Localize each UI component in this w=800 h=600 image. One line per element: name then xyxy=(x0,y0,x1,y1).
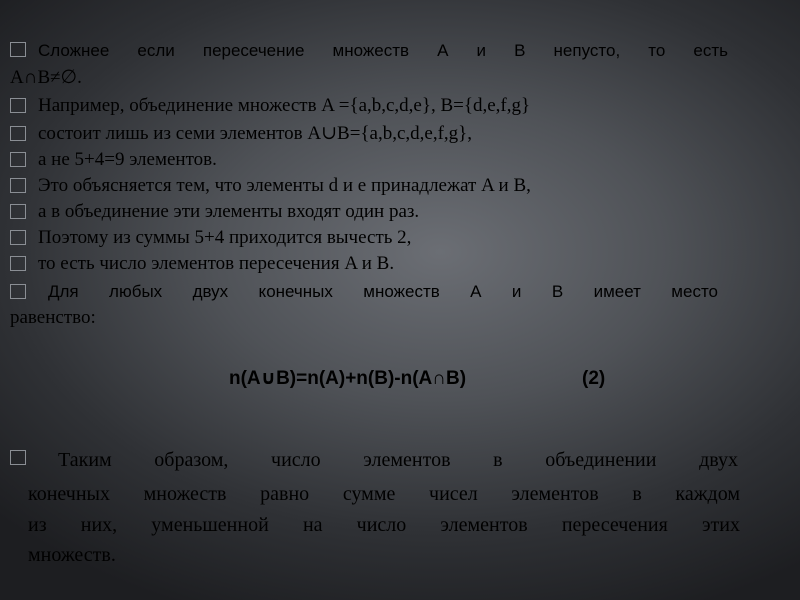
bullet-square-icon xyxy=(10,152,26,167)
not-nine-line: а не 5+4=9 элементов. xyxy=(38,149,217,170)
formula-expression: n(A∪B)=n(A)+n(B)-n(A∩B) xyxy=(229,368,467,389)
explanation-line: Это объясняется тем, что элементы d и e принадлежат A и B, xyxy=(38,175,531,196)
union-result-line: состоит лишь из семи элементов A∪B={a,b,c,d,e,f,g}, xyxy=(38,123,473,144)
bullet-square-icon xyxy=(10,256,26,271)
bullet-square-icon xyxy=(10,230,26,245)
equality-intro-line2: равенство: xyxy=(10,307,96,328)
subtract-line: Поэтому из суммы 5+4 приходится вычесть 2, xyxy=(38,227,412,248)
example-line: Например, объединение множеств A ={a,b,c,d,e}, B={d,e,f,g} xyxy=(38,95,531,116)
bullet-square-icon xyxy=(10,450,26,465)
equality-intro-line1: Для любых двух конечных множеств А и В имеет место xyxy=(48,282,718,301)
bullet-square-icon xyxy=(10,42,26,57)
formula-number: (2) xyxy=(582,368,606,389)
bullet-square-icon xyxy=(10,284,26,299)
bullet-square-icon xyxy=(10,98,26,113)
conclusion-line1: Таким образом, число элементов в объединении двух xyxy=(58,449,738,471)
paragraph-nonempty-intersection-line2: A∩B≠∅. xyxy=(10,67,82,88)
conclusion-line2: конечных множеств равно сумме чисел элементов в каждом xyxy=(28,483,740,505)
bullet-square-icon xyxy=(10,178,26,193)
bullet-square-icon xyxy=(10,126,26,141)
counted-once-line: а в объединение эти элементы входят один раз. xyxy=(38,201,420,222)
conclusion-line3: из них, уменьшенной на число элементов пересечения этих xyxy=(28,514,740,536)
bullet-square-icon xyxy=(10,204,26,219)
paragraph-nonempty-intersection-line1: Сложнее если пересечение множеств А и В непусто, то есть xyxy=(38,41,728,60)
intersection-count-line: то есть число элементов пересечения A и B. xyxy=(38,253,395,274)
conclusion-line4: множеств. xyxy=(28,544,116,566)
